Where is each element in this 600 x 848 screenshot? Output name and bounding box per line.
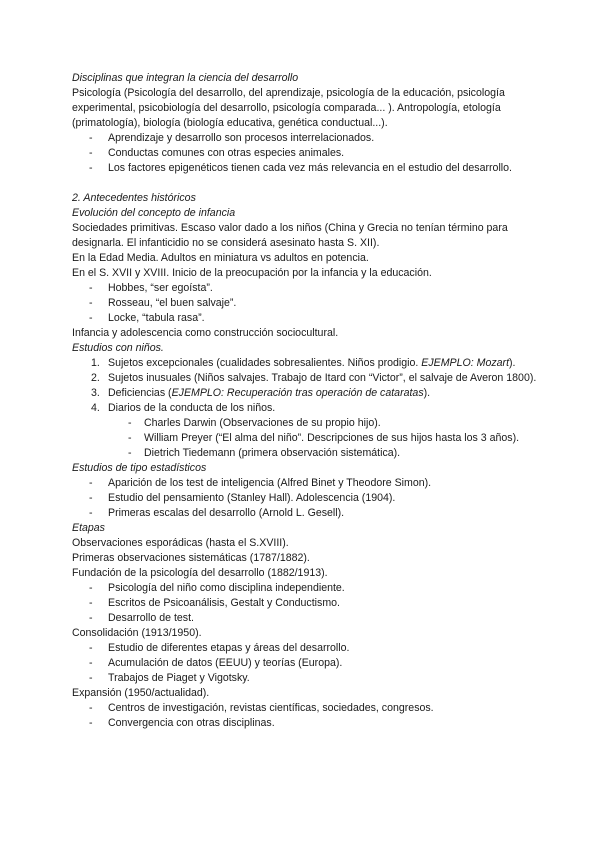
list-item bbox=[72, 386, 560, 401]
list-item: - Locke, “tabula rasa”. bbox=[72, 311, 560, 326]
item-text: Sujetos excepcionales (cualidades sobresalientes. Niños prodigio. bbox=[108, 357, 422, 369]
consolidation-list bbox=[72, 641, 560, 686]
list-number: 1. bbox=[91, 357, 100, 369]
list-item: - Desarrollo de test. bbox=[72, 611, 560, 626]
history-line: En la Edad Media. Adultos en miniatura vs adultos en potencia. bbox=[72, 252, 369, 264]
item-tail: ). bbox=[423, 387, 431, 399]
studies-list bbox=[72, 356, 560, 416]
item-text: Sujetos inusuales (Niños salvajes. Trabajo de Itard con “Victor”, el salvaje de Averon 1800). bbox=[108, 372, 537, 384]
stages-expansion: Expansión (1950/actualidad). bbox=[72, 687, 210, 699]
stages-foundation: Fundación de la psicología del desarrollo (1882/1913). bbox=[72, 567, 328, 579]
list-item: - Primeras escalas del desarrollo (Arnold L. Gesell). bbox=[72, 506, 560, 521]
expansion-list bbox=[72, 701, 560, 731]
list-item bbox=[72, 371, 560, 386]
list-item: - Estudio de diferentes etapas y áreas del desarrollo. bbox=[72, 641, 560, 656]
list-number: 2. bbox=[91, 372, 100, 384]
section1-paragraph: Psicología (Psicología del desarrollo, del aprendizaje, psicología de la educación, psicología experimental, psicobiología del desarrollo, psicología comparada... ). Antropología, etología (primatología), biología (biología educativa, genética conductual...). bbox=[72, 87, 505, 129]
stages-line: Observaciones esporádicas (hasta el S.XVIII). bbox=[72, 537, 289, 549]
thinkers-list bbox=[72, 281, 560, 326]
list-item: - Trabajos de Piaget y Vigotsky. bbox=[72, 671, 560, 686]
stages-line: Primeras observaciones sistemáticas (1787/1882). bbox=[72, 552, 310, 564]
list-item: - Rosseau, “el buen salvaje”. bbox=[72, 296, 560, 311]
history-line: En el S. XVII y XVIII. Inicio de la preocupación por la infancia y la educación. bbox=[72, 267, 432, 279]
stages-heading: Etapas bbox=[72, 522, 105, 534]
list-number: 3. bbox=[91, 387, 100, 399]
list-number: 4. bbox=[91, 402, 100, 414]
studies-heading: Estudios con niños. bbox=[72, 342, 164, 354]
spacer bbox=[72, 176, 560, 191]
list-item bbox=[72, 356, 560, 371]
list-item: - Acumulación de datos (EEUU) y teorías (Europa). bbox=[72, 656, 560, 671]
item-example: EJEMPLO: Recuperación tras operación de cataratas bbox=[171, 387, 424, 399]
list-item: - Aprendizaje y desarrollo son procesos interrelacionados. bbox=[72, 131, 560, 146]
list-item: - Dietrich Tiedemann (primera observación sistemática). bbox=[108, 446, 560, 461]
item-text: Deficiencias ( bbox=[108, 387, 172, 399]
section1-heading: Disciplinas que integran la ciencia del desarrollo bbox=[72, 72, 299, 84]
list-item: - Centros de investigación, revistas científicas, sociedades, congresos. bbox=[72, 701, 560, 716]
list-item: - Escritos de Psicoanálisis, Gestalt y Conductismo. bbox=[72, 596, 560, 611]
foundation-list bbox=[72, 581, 560, 626]
item-tail: ). bbox=[509, 357, 516, 369]
diaries-list bbox=[108, 416, 560, 461]
list-item: - Convergencia con otras disciplinas. bbox=[72, 716, 560, 731]
history-line: Sociedades primitivas. Escaso valor dado a los niños (China y Grecia no tenían término para designarla. El infanticidio no se considerá asesinato hasta S. XII). bbox=[72, 222, 508, 249]
list-item: - William Preyer (“El alma del niño”. Descripciones de sus hijos hasta los 3 años). bbox=[108, 431, 560, 446]
stages-consolidation: Consolidación (1913/1950). bbox=[72, 627, 202, 639]
list-item: - Hobbes, “ser egoísta”. bbox=[72, 281, 560, 296]
list-item: - Estudio del pensamiento (Stanley Hall). Adolescencia (1904). bbox=[72, 491, 560, 506]
list-item: - Los factores epigenéticos tienen cada vez más relevancia en el estudio del desarrollo. bbox=[72, 161, 560, 176]
item-example: EJEMPLO: Mozart bbox=[421, 357, 510, 369]
list-item bbox=[72, 401, 560, 416]
section1-bullets bbox=[72, 131, 560, 176]
list-item: - Charles Darwin (Observaciones de su propio hijo). bbox=[108, 416, 560, 431]
list-item: - Aparición de los test de inteligencia (Alfred Binet y Theodore Simon). bbox=[72, 476, 560, 491]
history-closing: Infancia y adolescencia como construcción sociocultural. bbox=[72, 327, 339, 339]
statistics-heading: Estudios de tipo estadísticos bbox=[72, 462, 207, 474]
statistics-list bbox=[72, 476, 560, 521]
section2-subheading: Evolución del concepto de infancia bbox=[72, 207, 236, 219]
section2-heading: 2. Antecedentes históricos bbox=[72, 192, 196, 204]
list-item: - Conductas comunes con otras especies animales. bbox=[72, 146, 560, 161]
list-item: - Psicología del niño como disciplina independiente. bbox=[72, 581, 560, 596]
item-text: Diarios de la conducta de los niños. bbox=[108, 402, 276, 414]
